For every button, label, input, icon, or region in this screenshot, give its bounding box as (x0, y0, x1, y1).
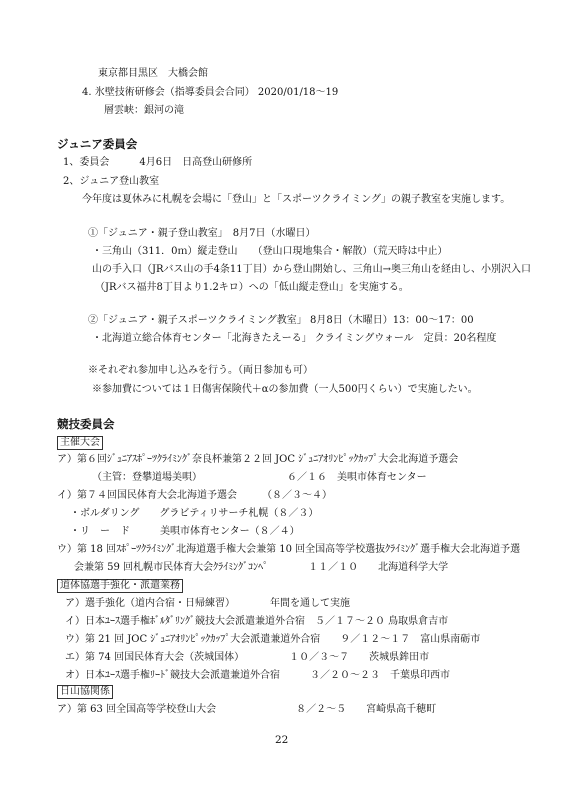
event-1-title: ①「ジュニア・親子登山教室」 8月7日（水曜日） (88, 228, 316, 239)
host-item-i-bouldering: ・ボルダリング グラビティリサーチ札幌（８／３） (70, 508, 319, 519)
subsection-host: 主催大会 (57, 436, 103, 450)
event-1-route: 山の手入口（JRバス山の手4条11丁目）から登山開始し、三角山→奥三角山を経由し、小別沢入口 (92, 264, 532, 275)
list-item-4-venue: 層雲峡：銀河の滝 (104, 105, 184, 116)
event-1-detail: ・三角山（311．0ｍ）縦走登山 （登山口現地集合・解散）（荒天時は中止） (92, 246, 448, 257)
pref-item-o: オ）日本ﾕｰｽ選手権ﾘｰﾄﾞ競技大会派遣兼道外合宿 ３／２０～２３ 千葉県印西市 (65, 670, 450, 681)
pref-item-e: エ）第 74 回国民体育大会（茨城国体） １０／３～７ 茨城県鉾田市 (65, 652, 430, 663)
host-item-a-sub: （主管：登攀道場美唄） ６／１６ 美唄市体育センター (92, 472, 427, 483)
page-number: 22 (275, 734, 289, 746)
event-2-title: ②「ジュニア・親子スポーツクライミング教室」 8月8日（木曜日）13：00～17：00 (88, 315, 474, 326)
pref-item-u: ウ）第 21 回 JOC ｼﾞｭﾆｱｵﾘﾝﾋﾟｯｸｶｯﾌﾟ大会派遣兼道外合宿 ９／１２～１７ 富山県南砺市 (65, 634, 481, 645)
section-heading-junior: ジュニア委員会 (57, 137, 138, 151)
host-item-i-lead: ・リ ー ド 美唄市体育センター（８／４） (70, 526, 300, 537)
address-line: 東京都目黒区 大橋会館 (98, 68, 208, 79)
pref-item-i: イ）日本ﾕｰｽ選手権ﾎﾞﾙﾀﾞﾘﾝｸﾞ競技大会派遣兼道外合宿 ５／１７～２０ 鳥取県倉吉市 (65, 616, 449, 627)
event-1-route-end: （JRバス福井8丁目より1.2キロ）への「低山縦走登山」を実施する。 (95, 282, 409, 293)
nissan-item-a: ア）第 63 回全国高等学校登山大会 ８／２～５ 宮崎県高千穂町 (57, 704, 437, 715)
section-heading-competition: 競技委員会 (57, 417, 115, 431)
host-item-u-sub: 会兼第 59 回札幌市民体育大会ｸﾗｲﾐﾝｸﾞｺﾝﾍﾟ １１／１０ 北海道科学大学 (74, 562, 449, 573)
pref-item-a: ア）選手強化（道内合宿・日帰練習） 年間を通して実施 (65, 598, 350, 609)
junior-note-1: ※それぞれ参加申し込みを行う。（両日参加も可） (88, 365, 313, 376)
junior-note-2: ※参加費については１日傷害保険代＋αの参加費（一人500円くらい）で実施したい。 (92, 384, 478, 395)
host-item-u: ウ）第 18 回ｽﾎﾟｰﾂｸﾗｲﾐﾝｸﾞ北海道選手権大会兼第 10 回全国高等学校選抜ｸﾗｲﾐﾝｸﾞ選手権大会北海道予選 (57, 544, 521, 555)
subsection-pref: 道体協選手強化・派遣業務 (57, 579, 183, 593)
host-item-a: ア）第６回ｼﾞｭﾆｱｽﾎﾟｰﾂｸﾗｲﾐﾝｸﾞ奈良杯兼第２２回 JOC ｼﾞｭﾆｱｵﾘﾝﾋﾟｯｸｶｯﾌﾟ大会北海道予選会 (57, 454, 459, 465)
junior-intro: 今年度は夏休みに札幌を会場に「登山」と「スポーツクライミング」の親子教室を実施します。 (82, 194, 511, 205)
junior-item-2: 2、ジュニア登山教室 (63, 176, 160, 187)
subsection-nissan: 日山協関係 (57, 685, 113, 699)
event-2-detail: ・北海道立総合体育センター「北海きたえーる」 クライミングウォール 定員：20名程度 (92, 333, 497, 344)
list-item-4: 4. 氷壁技術研修会（指導委員会合同） 2020/01/18～19 (82, 87, 339, 98)
host-item-i: イ）第７４回国民体育大会北海道予選会 （８／３～４） (57, 490, 332, 501)
junior-item-1: 1、委員会 4月6日 日高登山研修所 (63, 157, 253, 168)
